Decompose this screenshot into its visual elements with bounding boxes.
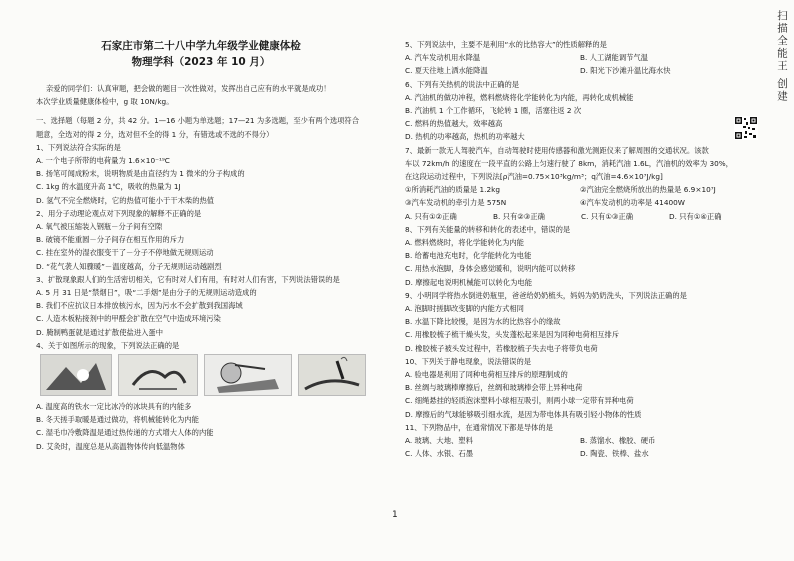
question-1-option: A. 一个电子所带的电荷量为 1.6×10⁻¹⁹C [36,156,170,166]
section-instructions: 一、选择题（每题 2 分，共 42 分。1—16 小题为单选题；17—21 为多选题，至少有两个选项符合 [36,116,360,126]
question-10-option: A. 验电器是利用了同种电荷相互排斥的原理制成的 [405,370,568,380]
hands-rubbing-picture [118,354,198,396]
question-5-options-row [405,64,755,77]
question-2-option: D. “花气袭人知骤暖”－温度越高，分子无规则运动越剧烈 [36,261,222,271]
question-11-stem: 11、下列物品中，在通常情况下都是导体的是 [405,422,553,432]
page-number: 1 [392,510,398,520]
section-instructions: 题意，全选对的得 2 分，选对但不全的得 1 分，有错选或不选的不得分） [36,129,274,139]
wet-towel-picture [204,354,292,396]
question-9-option: D. 橡胶梳子被头发过程中，若橡胶梳子失去电子将带负电荷 [405,343,598,353]
qr-code-icon [734,116,758,140]
question-8-option: D. 摩擦起电说明机械能可以转化为电能 [405,277,533,287]
question-11-option: A. 玻璃、大地、塑料 [405,436,473,446]
question-6-option: A. 汽油机的做功冲程，燃料燃烧将化学能转化为内能，再转化成机械能 [405,92,634,102]
question-6-option: C. 燃料的热值越大，效率越高 [405,119,503,129]
question-11-option: D. 陶瓷、铁棒、盐水 [580,449,649,459]
question-3-stem: 3、扩散现象跟人们的生活密切相关，它有时对人们有用，有时对人们有害，下列说法错误的是 [36,274,340,284]
question-10-option: C. 细绳悬挂的轻质泡沫塑料小球相互吸引，则两小球一定带有异种电荷 [405,396,634,406]
question-7-statement: ③汽车发动机的牵引力是 575N [405,198,507,208]
question-4-option: A. 温度高的铁水一定比冰冷的冰块具有的内能多 [36,402,192,412]
question-5-option: A. 汽车发动机用水降温 [405,53,481,63]
question-7-stem: 7、最新一款无人驾驶汽车，自动驾驶时使用传感器和激光测距仪来了解周围的交通状况。该款 [405,145,709,155]
question-2-option: B. 破镜不能重圆－分子间存在相互作用的斥力 [36,235,185,245]
question-9-option: B. 水温下降比较慢，是因为水的比热容小的缘故 [405,317,561,327]
question-10-option: D. 摩擦后的气球能够吸引细水流，是因为带电体具有吸引轻小物体的性质 [405,409,642,419]
question-3-option: A. 5 月 31 日是“禁烟日”，吸“二手烟”是由分子的无规则运动造成的 [36,288,257,298]
question-6-option: D. 热机的功率越高，热机的功率越大 [405,132,525,142]
question-1-option: C. 1kg 的水温度升高 1℃，吸收的热量为 1J [36,182,181,192]
question-11-options-row [405,434,755,447]
question-7-statement: ①所消耗汽油的质量是 1.2kg [405,185,500,195]
question-8-option: C. 用热水泡脚，身体会感觉暖和，说明内能可以转移 [405,264,576,274]
question-11-option: B. 蒸馏水、橡胶、硬币 [580,436,656,446]
subject-title: 物理学科（2023 年 10 月） [131,56,271,68]
left-column [36,38,388,453]
question-1-option: B. 扬笔可闻成粉末，说明物质是由直径约为 1 微米的分子构成的 [36,169,245,179]
question-5-options-row [405,51,755,64]
question-8-option: A. 燃料燃烧时，将化学能转化为内能 [405,238,524,248]
question-4-option: B. 冬天搓手取暖是通过做功，将机械能转化为内能 [36,415,199,425]
question-2-option: C. 挂在室外的湿衣服变干了－分子不停地做无规则运动 [36,248,214,258]
question-11-option: C. 人体、水银、石墨 [405,449,474,459]
question-7-statement: ④汽车发动机的功率是 41400W [580,198,685,208]
question-9-option: C. 用橡胶梳子梳干燥头发，头发蓬松起来是因为同种电荷相互排斥 [405,330,620,340]
molten-iron-picture [40,354,112,396]
question-7-option: B. 只有②③正确 [493,211,545,221]
question-1-option: D. 氢气不完全燃烧时，它的热值可能小于干木柴的热值 [36,195,215,205]
question-6-option: B. 汽油机 1 个工作循环，飞轮转 1 圈，活塞往返 2 次 [405,106,582,116]
question-7-option: A. 只有①②正确 [405,211,457,221]
question-9-stem: 9、小明同学将热水倒进奶瓶里，爸爸给奶奶梳头，妈妈为奶奶洗头，下列说法正确的是 [405,290,687,300]
question-7-stem: 在这段运动过程中，下列说法[ρ汽油=0.75×10³kg/m³；q汽油=4.6×10⁷J/kg] [405,172,663,182]
question-5-option: C. 夏天往地上洒水能降温 [405,66,488,76]
question-6-stem: 6、下列有关热机的说法中正确的是 [405,79,520,89]
question-4-option: D. 艾灸时，温度总是从高温物体传向低温物体 [36,441,185,451]
question-8-option: B. 给蓄电池充电时，化学能转化为电能 [405,251,532,261]
question-8-stem: 8、下列有关能量的转移和转化的表述中，错误的是 [405,224,571,234]
question-5-option: B. 人工湖能调节气温 [580,53,649,63]
question-7-statement: ②汽油完全燃烧所放出的热量是 6.9×10⁷J [580,185,716,195]
question-5-option: D. 阳光下沙滩升温比海水快 [580,66,671,76]
question-10-stem: 10、下列关于静电现象，说法错误的是 [405,356,532,366]
question-3-option: D. 腌制鸭蛋就是通过扩散使盐进入蛋中 [36,327,164,337]
intro-line: 亲爱的同学们：认真审题，把会做的题目一次性做对，发挥出自己应有的水平就是成功！ [46,84,331,93]
question-7-options-row [405,210,755,223]
question-3-option: C. 人造木板粘接剂中的甲醛会扩散在空气中造成环境污染 [36,314,221,324]
question-2-stem: 2、用分子动理论观点对下列现象的解释不正确的是 [36,208,202,218]
intro-line: 本次学业质量健康体检中，g 取 10N/kg。 [36,97,174,107]
question-7-statements-row [405,196,755,209]
question-4-figures [36,354,388,396]
question-4-option: C. 湿毛巾冷敷降温是通过热传递的方式增大人体的内能 [36,428,214,438]
question-7-option: C. 只有①③正确 [581,211,634,221]
question-7-stem: 车以 72km/h 的速度在一段平直的公路上匀速行驶了 8km，消耗汽油 1.6L，汽油机的效率为 30%， [405,158,733,168]
school-title: 石家庄市第二十八中学九年级学业健康体检 [101,40,301,52]
question-7-option: D. 只有①④正确 [669,211,722,221]
moxibustion-picture [298,354,366,396]
scanner-watermark: 扫描全能王 创建 [776,10,788,103]
right-column [405,38,755,461]
question-7-statements-row [405,183,755,196]
question-2-option: A. 氧气被压缩装入钢瓶－分子间有空隙 [36,222,163,232]
question-10-option: B. 丝绸与玻璃棒摩擦后，丝绸和玻璃棒会带上异种电荷 [405,383,583,393]
question-9-option: A. 泡脚时搓脚改变脚的内能方式相同 [405,304,524,314]
question-1-stem: 1、下列说法符合实际的是 [36,142,121,152]
question-5-stem: 5、下列说法中，主要不是利用“水的比热容大”的性质解释的是 [405,40,607,49]
question-11-options-row [405,447,755,460]
question-3-option: B. 我们不应抗议日本排放核污水，因为污水不会扩散到我国海域 [36,301,243,311]
question-4-stem: 4、关于如图所示的现象，下列说法正确的是 [36,340,180,350]
